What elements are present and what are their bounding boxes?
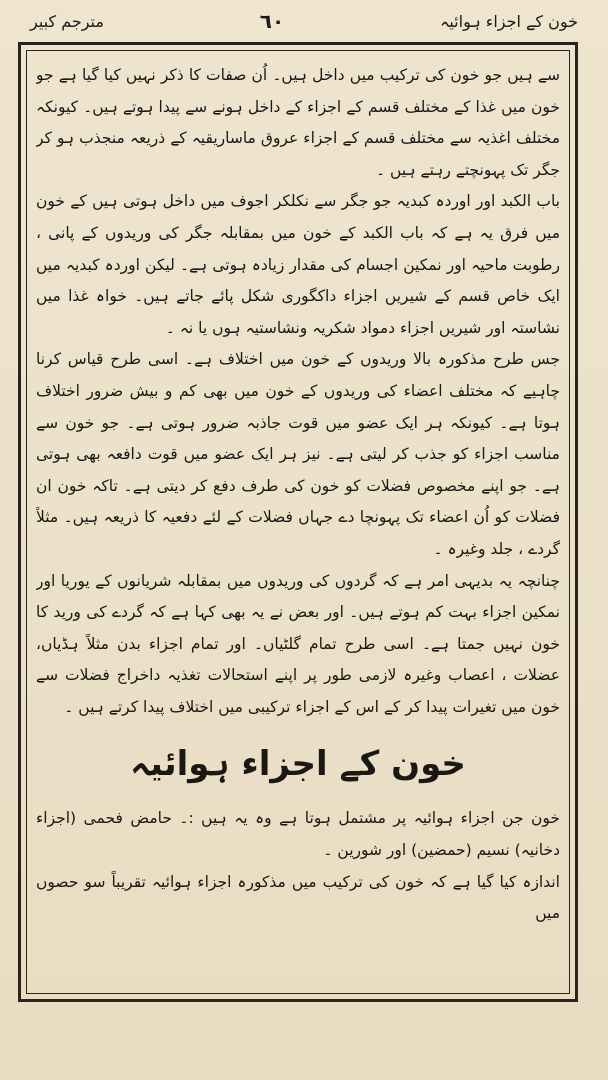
- page-header: [30, 6, 578, 36]
- book-name: مترجم کبیر: [30, 11, 104, 31]
- paragraph: باب الکبد اور اوردہ کبدیہ جو جگر سے نکلکر اجوف میں داخل ہوتی ہیں کے خون میں فرق یہ ہے کہ باب الکبد کے خون میں بمقابلہ جگر کی وریدوں کے پانی ، رطوبت ماحیہ اور نمکین اجسام کی مقدار زیادہ ہوتی ہے۔ لیکن اوردہ کبدیہ میں ایک خاص قسم کے شیریں اجزاء داکگوری شکل پائے جاتے ہیں۔ خواہ غذا میں نشاستہ اور شیریں اجزاء دمواد شکریہ ونشاستیہ ہوں یا نہ ۔: [36, 192, 560, 337]
- text-body: [36, 60, 560, 990]
- paragraph: اندازہ کیا گیا ہے کہ خون کی ترکیب میں مذکورہ اجزاء ہوائیہ تقریباً سو حصوں میں: [36, 872, 560, 923]
- section-heading: خون کے اجزاء ہوائیہ: [130, 744, 466, 785]
- paragraph: جس طرح مذکورہ بالا وریدوں کے خون میں اختلاف ہے۔ اسی طرح قیاس کرنا چاہیے کہ مختلف اعضاء کی وریدوں کے خون میں بھی کم و بیش ضرور اختلاف ہوتا ہے۔ کیونکہ ہر ایک عضو میں قوت جاذبہ ضرور ہوتی ہے۔ جو خون سے مناسب اجزاء کو جذب کر لیتی ہے۔ نیز ہر ایک عضو میں قوت دافعہ بھی ہوتی ہے۔ جو اپنے مخصوص فضلات کو خون کی طرف دفع کر دیتی ہے۔ تاکہ خون ان فضلات کو اُن اعضاء تک پہونچا دے جہاں فضلات کے لئے دفعیہ کا ذریعہ ہیں۔ مثلاً گردے ، جلد وغیرہ ۔: [36, 350, 560, 558]
- running-title: خون کے اجزاء ہوائیہ: [439, 11, 578, 31]
- page-number: ٦٠: [259, 9, 285, 33]
- paragraph: سے ہیں جو خون کی ترکیب میں داخل ہیں۔ اُن صفات کا ذکر نہیں کیا گیا ہے جو خون میں غذا کے مختلف قسم کے اجزاء کے داخل ہونے سے پیدا ہوتے ہیں۔ کیونکہ مختلف اغذیہ سے مختلف قسم کے اجزاء عروق ماساریقیہ کے ذریعہ منجذب ہو کر جگر تک پہونچتے رہتے ہیں ۔: [36, 66, 560, 179]
- paragraph: خون جن اجزاء ہوائیہ پر مشتمل ہوتا ہے وہ یہ ہیں :۔ حامض فحمی (اجزاء دخانیہ) نسیم (حمضین) اور شورین ۔: [36, 809, 560, 860]
- paragraph: چنانچہ یہ بدیہی امر ہے کہ گردوں کی وریدوں میں بمقابلہ شریانوں کے یوریا اور نمکین اجزاء بہت کم ہوتے ہیں۔ اور بعض نے یہ بھی کہا ہے کہ گردے کی ورید کا خون نہیں جمتا ہے۔ اسی طرح تمام گلٹیاں۔ اور تمام اجزاء بدن مثلاً ہڈیاں، عضلات ، اعصاب وغیرہ لازمی طور پر اپنے استحالات تغذیہ داخراج فضلات سے خون میں تغیرات پیدا کر کے اس کے اجزاء ترکیبی میں اختلاف پیدا کرتے ہیں ۔: [36, 571, 560, 716]
